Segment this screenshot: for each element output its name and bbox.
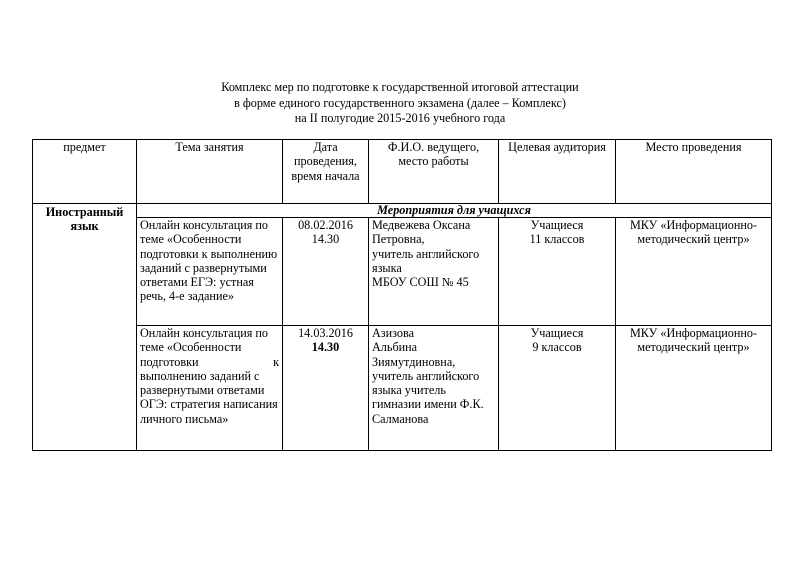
person-line: Зиямутдиновна, [372, 354, 456, 369]
person-cell [369, 326, 499, 451]
topic-part-a: Онлайн консультация по теме «Особенности [140, 326, 269, 355]
header-subject: предмет [33, 140, 137, 204]
title-line-2: в форме единого государственного экзамена (далее – Комплекс) [234, 95, 566, 110]
audience-grade: 9 классов [532, 340, 582, 355]
title-line-3: на II полугодие 2015-2016 учебного года [294, 111, 506, 125]
table-row [33, 218, 772, 326]
topic-word: подготовки [140, 354, 199, 369]
section-label: Мероприятия для учащихся [137, 204, 772, 218]
header-date: Дата проведения, время начала [283, 140, 369, 204]
place-cell: МКУ «Информационно-методический центр» [616, 218, 772, 326]
topic-cell: Онлайн консультация по теме «Особенности подготовки к выполнению заданий с развернутыми ответами ЕГЭ: устная речь, 4-е задание» [137, 218, 283, 326]
place-cell: МКУ «Информационно-методический центр» [616, 326, 772, 451]
table-row [33, 326, 772, 451]
event-date: 14.03.2016 [298, 326, 353, 340]
header-topic: Тема занятия [137, 140, 283, 204]
topic-part-c: выполнению заданий с развернутыми ответами ОГЭ: стратегия написания личного письма» [140, 368, 278, 426]
person-job: учитель английского языка [372, 246, 480, 275]
audience-grade: 11 классов [529, 232, 585, 247]
subject-cell: Иностранный язык [33, 204, 137, 451]
header-audience: Целевая аудитория [499, 140, 616, 204]
events-table [32, 139, 772, 451]
title-line-1: Комплекс мер по подготовке к государственной итоговой аттестации [221, 80, 579, 94]
section-row [33, 204, 772, 218]
header-place: Место проведения [616, 140, 772, 204]
audience-cell [499, 326, 616, 451]
audience-who: Учащиеся [530, 218, 584, 232]
person-line: Азизова [372, 326, 414, 340]
person-line: Альбина [372, 340, 418, 355]
header-person: Ф.И.О. ведущего, место работы [369, 140, 499, 204]
audience-cell [499, 218, 616, 326]
person-org: МБОУ СОШ № 45 [372, 275, 469, 290]
person-name: Медвежева Оксана Петровна, [372, 218, 471, 247]
event-time: 14.30 [311, 232, 340, 247]
topic-cell [137, 326, 283, 451]
date-cell [283, 218, 369, 326]
audience-who: Учащиеся [530, 326, 584, 340]
table-header-row [33, 140, 772, 204]
topic-word: к [273, 354, 279, 369]
date-cell [283, 326, 369, 451]
topic-part-b [140, 355, 279, 369]
event-time: 14.30 [311, 340, 340, 355]
event-date: 08.02.2016 [298, 218, 353, 232]
person-job: учитель английского языка учитель гимназии имени Ф.К. Салманова [372, 368, 484, 426]
person-cell [369, 218, 499, 326]
document-title [0, 80, 800, 127]
